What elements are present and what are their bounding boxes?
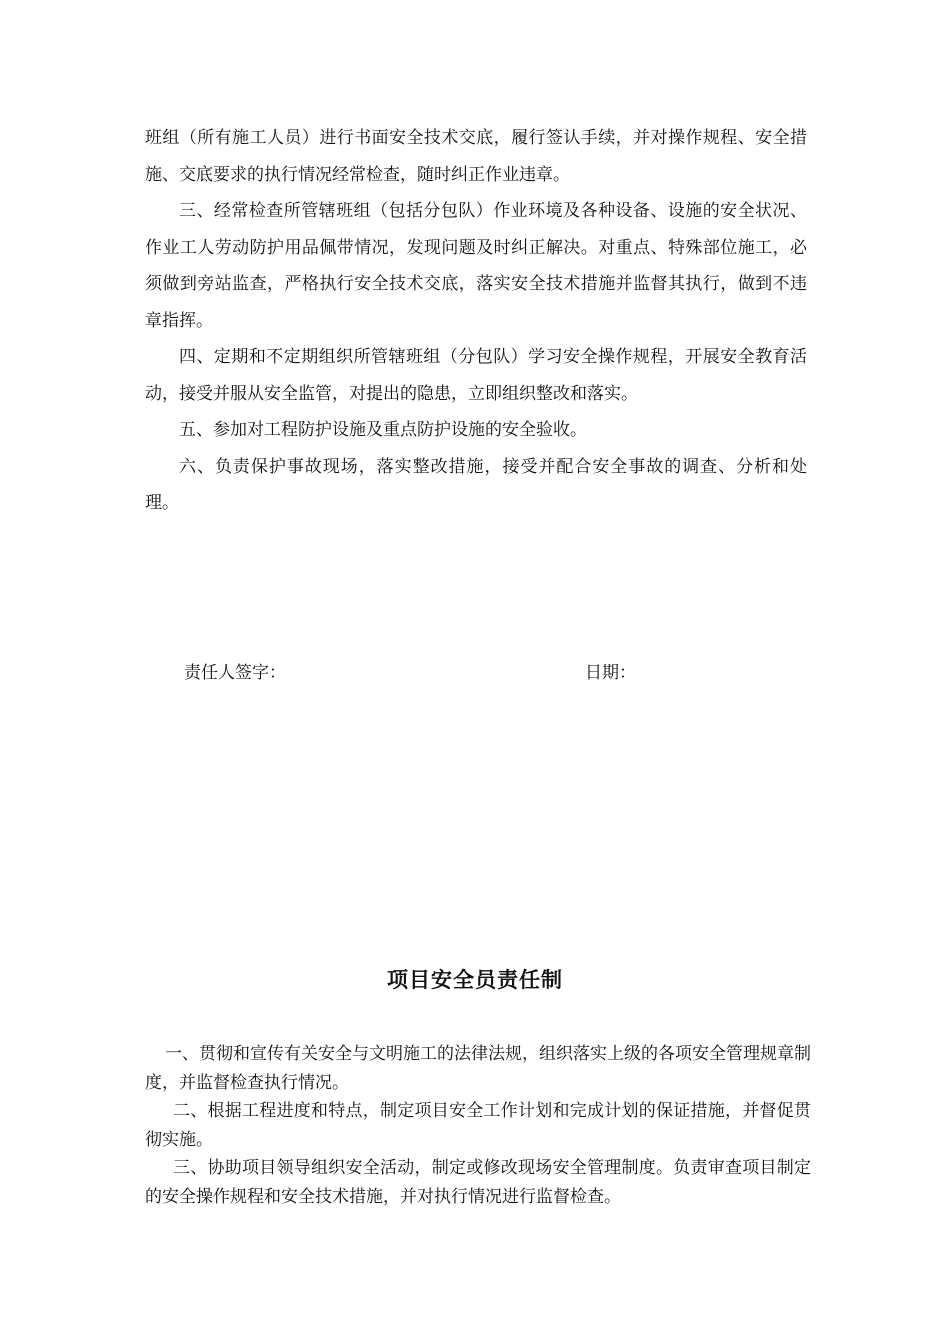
officer-clause-1: 一、贯彻和宣传有关安全与文明施工的法律法规，组织落实上级的各项安全管理规章制度，并监督检查执行情况。 [145,1044,811,1093]
officer-clause-3: 三、协助项目领导组织安全活动，制定或修改现场安全管理制度。负责审查项目制定的安全操作规程和安全技术措施，并对执行情况进行监督检查。 [145,1158,811,1207]
signer-label: 责任人签字： [184,663,286,683]
clause-paragraph-4: 四、定期和不定期组织所管辖班组（分包队）学习安全操作规程，开展安全教育活动，接受并服从安全监管，对提出的隐患，立即组织整改和落实。 [145,347,807,404]
clause-paragraph-6: 六、负责保护事故现场，落实整改措施，接受并配合安全事故的调查、分析和处理。 [145,456,807,513]
safety-officer-clauses [145,1040,811,1211]
document-title: 项目安全员责任制 [387,968,563,992]
clause-paragraph-5: 五、参加对工程防护设施及重点防护设施的安全验收。 [179,420,587,440]
clause-paragraph-3: 三、经常检查所管辖班组（包括分包队）作业环境及各种设备、设施的安全状况、作业工人劳动防护用品佩带情况，发现问题及时纠正解决。对重点、特殊部位施工，必须做到旁站监查，严格执行安全技术交底，落实安全技术措施并监督其执行，做到不违章指挥。 [145,201,807,331]
signature-row [184,655,744,691]
responsibility-clauses-continued [145,120,807,522]
date-label: 日期： [585,663,636,683]
officer-clause-2: 二、根据工程进度和特点，制定项目安全工作计划和完成计划的保证措施，并督促贯彻实施。 [145,1101,811,1150]
clause-paragraph-continued: 班组（所有施工人员）进行书面安全技术交底，履行签认手续，并对操作规程、安全措施、交底要求的执行情况经常检查，随时纠正作业违章。 [145,128,807,185]
